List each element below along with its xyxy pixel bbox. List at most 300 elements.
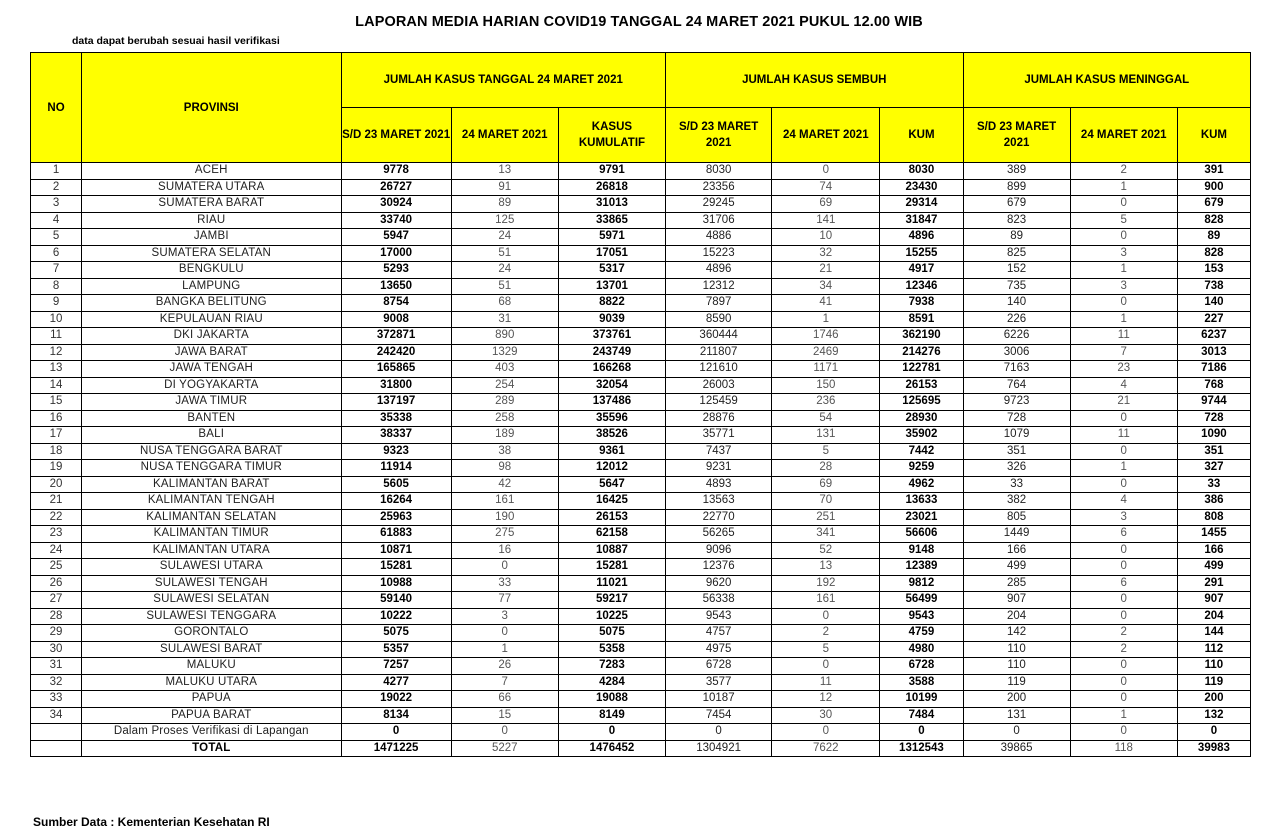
table-body [31,163,1251,757]
cell-kasus-kumulatif: 32054 [558,377,665,394]
cell-provinsi: RIAU [82,212,341,229]
cell-kasus-sd23: 10988 [341,575,451,592]
cell-sembuh-kum: 8591 [880,311,963,328]
table-row [31,526,1251,543]
cell-kasus-24: 13 [451,163,558,180]
cell-sembuh-kum: 125695 [880,394,963,411]
cell-meninggal-sd23: 39865 [963,740,1070,757]
cell-provinsi: PAPUA BARAT [82,707,341,724]
cell-kasus-kumulatif: 59217 [558,592,665,609]
cell-kasus-sd23: 0 [341,724,451,741]
cell-no: 3 [31,196,82,213]
cell-sembuh-kum: 26153 [880,377,963,394]
cell-kasus-24: 91 [451,179,558,196]
cell-meninggal-kum: 153 [1177,262,1250,279]
table-row [31,328,1251,345]
header-sembuh-24: 24 MARET 2021 [772,108,880,163]
cell-sembuh-kum: 4896 [880,229,963,246]
cell-meninggal-sd23: 389 [963,163,1070,180]
cell-sembuh-sd23: 9543 [666,608,772,625]
cell-kasus-kumulatif: 33865 [558,212,665,229]
cell-kasus-sd23: 17000 [341,245,451,262]
table-row [31,163,1251,180]
cell-kasus-kumulatif: 35596 [558,410,665,427]
cell-sembuh-sd23: 10187 [666,691,772,708]
cell-meninggal-kum: 679 [1177,196,1250,213]
cell-kasus-24: 51 [451,278,558,295]
cell-kasus-kumulatif: 12012 [558,460,665,477]
cell-kasus-kumulatif: 7283 [558,658,665,675]
cell-no: 27 [31,592,82,609]
cell-provinsi: SULAWESI SELATAN [82,592,341,609]
cell-provinsi: MALUKU UTARA [82,674,341,691]
cell-kasus-24: 190 [451,509,558,526]
cell-sembuh-kum: 56606 [880,526,963,543]
cell-no: 13 [31,361,82,378]
cell-meninggal-kum: 738 [1177,278,1250,295]
data-source: Sumber Data : Kementerian Kesehatan RI [33,815,270,829]
cell-meninggal-sd23: 9723 [963,394,1070,411]
cell-no: 28 [31,608,82,625]
cell-meninggal-24: 0 [1070,542,1177,559]
cell-kasus-kumulatif: 38526 [558,427,665,444]
cell-kasus-24: 77 [451,592,558,609]
cell-kasus-kumulatif: 5075 [558,625,665,642]
cell-kasus-kumulatif: 26153 [558,509,665,526]
cell-meninggal-24: 1 [1070,262,1177,279]
cell-sembuh-sd23: 9620 [666,575,772,592]
table-row [31,641,1251,658]
cell-meninggal-24: 2 [1070,163,1177,180]
cell-kasus-sd23: 16264 [341,493,451,510]
cell-meninggal-sd23: 33 [963,476,1070,493]
cell-no: 29 [31,625,82,642]
cell-sembuh-sd23: 121610 [666,361,772,378]
cell-kasus-kumulatif: 31013 [558,196,665,213]
cell-sembuh-kum: 9148 [880,542,963,559]
cell-provinsi: SULAWESI UTARA [82,559,341,576]
cell-meninggal-kum: 33 [1177,476,1250,493]
table-row [31,344,1251,361]
table-row [31,212,1251,229]
cell-kasus-24: 15 [451,707,558,724]
cell-sembuh-sd23: 15223 [666,245,772,262]
cell-sembuh-sd23: 4886 [666,229,772,246]
cell-kasus-kumulatif: 243749 [558,344,665,361]
table-row [31,460,1251,477]
cell-sembuh-24: 150 [772,377,880,394]
table-row [31,542,1251,559]
cell-sembuh-24: 341 [772,526,880,543]
cell-kasus-sd23: 31800 [341,377,451,394]
cell-kasus-sd23: 9008 [341,311,451,328]
cell-meninggal-sd23: 382 [963,493,1070,510]
cell-sembuh-24: 0 [772,658,880,675]
cell-meninggal-sd23: 326 [963,460,1070,477]
cell-meninggal-sd23: 89 [963,229,1070,246]
cell-sembuh-sd23: 12376 [666,559,772,576]
header-kasus-sd23: S/D 23 MARET 2021 [341,108,451,163]
cell-no: 15 [31,394,82,411]
cell-meninggal-sd23: 226 [963,311,1070,328]
cell-meninggal-sd23: 728 [963,410,1070,427]
cell-sembuh-24: 236 [772,394,880,411]
table-row [31,691,1251,708]
cell-sembuh-kum: 9543 [880,608,963,625]
cell-sembuh-24: 54 [772,410,880,427]
cell-meninggal-kum: 140 [1177,295,1250,312]
cell-sembuh-24: 34 [772,278,880,295]
cell-no: 20 [31,476,82,493]
cell-sembuh-24: 69 [772,476,880,493]
cell-provinsi: KEPULAUAN RIAU [82,311,341,328]
cell-sembuh-sd23: 7454 [666,707,772,724]
table-row [31,674,1251,691]
table-row [31,608,1251,625]
cell-kasus-24: 289 [451,394,558,411]
cell-kasus-24: 890 [451,328,558,345]
cell-meninggal-sd23: 3006 [963,344,1070,361]
cell-no: 1 [31,163,82,180]
cell-sembuh-sd23: 4893 [666,476,772,493]
cell-sembuh-kum: 56499 [880,592,963,609]
cell-kasus-kumulatif: 11021 [558,575,665,592]
cell-meninggal-24: 4 [1070,493,1177,510]
cell-provinsi: LAMPUNG [82,278,341,295]
cell-kasus-24: 161 [451,493,558,510]
cell-meninggal-24: 6 [1070,526,1177,543]
table-row [31,311,1251,328]
header-sembuh-kum: KUM [880,108,963,163]
cell-meninggal-kum: 200 [1177,691,1250,708]
cell-provinsi: KALIMANTAN SELATAN [82,509,341,526]
cell-sembuh-24: 74 [772,179,880,196]
cell-meninggal-24: 0 [1070,592,1177,609]
report-subtitle: data dapat berubah sesuai hasil verifikasi [72,35,280,47]
cell-meninggal-24: 3 [1070,245,1177,262]
cell-kasus-24: 0 [451,559,558,576]
cell-provinsi: SULAWESI TENGAH [82,575,341,592]
cell-meninggal-kum: 327 [1177,460,1250,477]
header-meninggal-sd23: S/D 23 MARET 2021 [963,108,1070,163]
cell-kasus-sd23: 19022 [341,691,451,708]
cell-meninggal-24: 11 [1070,427,1177,444]
cell-meninggal-sd23: 735 [963,278,1070,295]
cell-no: 23 [31,526,82,543]
cell-kasus-24: 3 [451,608,558,625]
cell-sembuh-kum: 7484 [880,707,963,724]
cell-sembuh-kum: 23021 [880,509,963,526]
cell-sembuh-24: 13 [772,559,880,576]
cell-meninggal-sd23: 110 [963,641,1070,658]
cell-meninggal-kum: 9744 [1177,394,1250,411]
cell-no: 34 [31,707,82,724]
cell-meninggal-kum: 1090 [1177,427,1250,444]
cell-sembuh-24: 0 [772,608,880,625]
table-row [31,559,1251,576]
cell-no [31,724,82,741]
cell-meninggal-sd23: 119 [963,674,1070,691]
cell-sembuh-24: 2469 [772,344,880,361]
cell-meninggal-sd23: 823 [963,212,1070,229]
cell-meninggal-24: 0 [1070,724,1177,741]
cell-meninggal-kum: 828 [1177,212,1250,229]
cell-meninggal-kum: 166 [1177,542,1250,559]
cell-sembuh-kum: 31847 [880,212,963,229]
cell-meninggal-sd23: 825 [963,245,1070,262]
cell-meninggal-sd23: 1079 [963,427,1070,444]
cell-sembuh-sd23: 56338 [666,592,772,609]
cell-kasus-kumulatif: 15281 [558,559,665,576]
cell-meninggal-24: 1 [1070,311,1177,328]
cell-kasus-sd23: 10871 [341,542,451,559]
cell-sembuh-kum: 35902 [880,427,963,444]
cell-meninggal-24: 4 [1070,377,1177,394]
cell-kasus-24: 403 [451,361,558,378]
cell-meninggal-24: 0 [1070,658,1177,675]
cell-sembuh-sd23: 0 [666,724,772,741]
table-row [31,493,1251,510]
cell-meninggal-24: 0 [1070,229,1177,246]
cell-meninggal-sd23: 0 [963,724,1070,741]
table-row [31,410,1251,427]
cell-no: 18 [31,443,82,460]
cell-meninggal-sd23: 131 [963,707,1070,724]
table-row [31,278,1251,295]
cell-no: 4 [31,212,82,229]
cell-sembuh-sd23: 3577 [666,674,772,691]
cell-kasus-24: 0 [451,724,558,741]
cell-meninggal-24: 1 [1070,707,1177,724]
cell-meninggal-sd23: 1449 [963,526,1070,543]
cell-meninggal-sd23: 351 [963,443,1070,460]
cell-sembuh-24: 1171 [772,361,880,378]
header-group-sembuh: JUMLAH KASUS SEMBUH [666,53,963,108]
cell-kasus-sd23: 5605 [341,476,451,493]
cell-meninggal-kum: 119 [1177,674,1250,691]
cell-meninggal-sd23: 166 [963,542,1070,559]
cell-meninggal-kum: 227 [1177,311,1250,328]
cell-no: 14 [31,377,82,394]
cell-meninggal-kum: 499 [1177,559,1250,576]
header-no: NO [31,53,82,163]
cell-sembuh-24: 21 [772,262,880,279]
cell-kasus-sd23: 33740 [341,212,451,229]
cell-meninggal-24: 0 [1070,295,1177,312]
cell-kasus-24: 189 [451,427,558,444]
cell-meninggal-sd23: 142 [963,625,1070,642]
cell-provinsi: JAWA TENGAH [82,361,341,378]
cell-provinsi: SUMATERA SELATAN [82,245,341,262]
cell-no: 17 [31,427,82,444]
cell-kasus-kumulatif: 9361 [558,443,665,460]
cell-provinsi: SULAWESI TENGGARA [82,608,341,625]
cell-kasus-sd23: 35338 [341,410,451,427]
cell-no: 8 [31,278,82,295]
cell-sembuh-24: 11 [772,674,880,691]
cell-provinsi: KALIMANTAN TENGAH [82,493,341,510]
cell-sembuh-kum: 122781 [880,361,963,378]
cell-no: 2 [31,179,82,196]
cell-meninggal-kum: 6237 [1177,328,1250,345]
cell-kasus-24: 51 [451,245,558,262]
cell-sembuh-sd23: 7437 [666,443,772,460]
cell-sembuh-sd23: 360444 [666,328,772,345]
cell-no: 33 [31,691,82,708]
cell-meninggal-kum: 900 [1177,179,1250,196]
cell-provinsi: BANGKA BELITUNG [82,295,341,312]
cell-no: 25 [31,559,82,576]
cell-no [31,740,82,757]
cell-provinsi: BENGKULU [82,262,341,279]
table-row [31,377,1251,394]
cell-meninggal-kum: 112 [1177,641,1250,658]
cell-kasus-kumulatif: 10225 [558,608,665,625]
cell-meninggal-24: 3 [1070,278,1177,295]
cell-meninggal-kum: 351 [1177,443,1250,460]
cell-kasus-24: 42 [451,476,558,493]
cell-kasus-kumulatif: 8822 [558,295,665,312]
cell-no: 16 [31,410,82,427]
cell-sembuh-kum: 4759 [880,625,963,642]
cell-provinsi: SUMATERA UTARA [82,179,341,196]
cell-kasus-kumulatif: 9791 [558,163,665,180]
cell-kasus-kumulatif: 5647 [558,476,665,493]
cell-kasus-24: 5227 [451,740,558,757]
table-row [31,295,1251,312]
cell-sembuh-sd23: 12312 [666,278,772,295]
cell-provinsi: NUSA TENGGARA BARAT [82,443,341,460]
cell-no: 9 [31,295,82,312]
cell-meninggal-24: 11 [1070,328,1177,345]
cell-meninggal-kum: 7186 [1177,361,1250,378]
table-row [31,229,1251,246]
table-row [31,707,1251,724]
cell-sembuh-24: 5 [772,641,880,658]
cell-kasus-sd23: 8134 [341,707,451,724]
cell-meninggal-kum: 1455 [1177,526,1250,543]
cell-meninggal-24: 5 [1070,212,1177,229]
cell-sembuh-kum: 1312543 [880,740,963,757]
cell-no: 11 [31,328,82,345]
cell-sembuh-sd23: 26003 [666,377,772,394]
cell-meninggal-24: 0 [1070,559,1177,576]
cell-meninggal-sd23: 805 [963,509,1070,526]
cell-kasus-sd23: 1471225 [341,740,451,757]
cell-kasus-sd23: 15281 [341,559,451,576]
cell-sembuh-sd23: 9096 [666,542,772,559]
cell-no: 12 [31,344,82,361]
cell-sembuh-sd23: 13563 [666,493,772,510]
cell-kasus-kumulatif: 5317 [558,262,665,279]
cell-kasus-24: 24 [451,262,558,279]
cell-kasus-sd23: 137197 [341,394,451,411]
cell-meninggal-kum: 89 [1177,229,1250,246]
cell-sembuh-kum: 29314 [880,196,963,213]
cell-sembuh-sd23: 1304921 [666,740,772,757]
cell-sembuh-sd23: 4975 [666,641,772,658]
cell-sembuh-24: 12 [772,691,880,708]
cell-kasus-kumulatif: 9039 [558,311,665,328]
report-title: LAPORAN MEDIA HARIAN COVID19 TANGGAL 24 MARET 2021 PUKUL 12.00 WIB [355,14,923,30]
cell-meninggal-sd23: 764 [963,377,1070,394]
cell-no: 32 [31,674,82,691]
cell-no: 21 [31,493,82,510]
cell-sembuh-sd23: 35771 [666,427,772,444]
cell-kasus-kumulatif: 166268 [558,361,665,378]
table-row [31,509,1251,526]
header-kasus-24: 24 MARET 2021 [451,108,558,163]
cell-kasus-kumulatif: 4284 [558,674,665,691]
cell-sembuh-kum: 10199 [880,691,963,708]
cell-kasus-24: 38 [451,443,558,460]
cell-sembuh-kum: 0 [880,724,963,741]
cell-sembuh-sd23: 8030 [666,163,772,180]
cell-meninggal-24: 118 [1070,740,1177,757]
cell-sembuh-kum: 9812 [880,575,963,592]
cell-provinsi: KALIMANTAN TIMUR [82,526,341,543]
cell-provinsi: JAMBI [82,229,341,246]
cell-sembuh-sd23: 56265 [666,526,772,543]
cell-meninggal-kum: 386 [1177,493,1250,510]
cell-kasus-sd23: 5293 [341,262,451,279]
header-group-kasus: JUMLAH KASUS TANGGAL 24 MARET 2021 [341,53,666,108]
cell-meninggal-sd23: 200 [963,691,1070,708]
cell-kasus-24: 68 [451,295,558,312]
header-row-groups [31,53,1251,108]
table-row [31,245,1251,262]
cell-meninggal-sd23: 499 [963,559,1070,576]
cell-kasus-24: 1329 [451,344,558,361]
table-row [31,592,1251,609]
cell-kasus-sd23: 5357 [341,641,451,658]
cell-kasus-kumulatif: 0 [558,724,665,741]
cell-provinsi: NUSA TENGGARA TIMUR [82,460,341,477]
cell-sembuh-sd23: 29245 [666,196,772,213]
cell-sembuh-24: 251 [772,509,880,526]
table-row [31,394,1251,411]
cell-no: 19 [31,460,82,477]
header-meninggal-kum: KUM [1177,108,1250,163]
cell-sembuh-kum: 28930 [880,410,963,427]
table-row [31,724,1251,741]
cell-meninggal-24: 2 [1070,641,1177,658]
cell-meninggal-kum: 907 [1177,592,1250,609]
cell-kasus-sd23: 61883 [341,526,451,543]
cell-sembuh-24: 141 [772,212,880,229]
cell-meninggal-kum: 204 [1177,608,1250,625]
cell-kasus-24: 66 [451,691,558,708]
cell-sembuh-sd23: 8590 [666,311,772,328]
cell-meninggal-sd23: 285 [963,575,1070,592]
cell-kasus-24: 26 [451,658,558,675]
table-row [31,427,1251,444]
cell-meninggal-24: 1 [1070,179,1177,196]
cell-provinsi: TOTAL [82,740,341,757]
cell-no: 10 [31,311,82,328]
cell-kasus-kumulatif: 10887 [558,542,665,559]
covid-report-table [30,52,1251,757]
cell-sembuh-24: 52 [772,542,880,559]
cell-kasus-24: 89 [451,196,558,213]
cell-meninggal-sd23: 110 [963,658,1070,675]
cell-kasus-24: 16 [451,542,558,559]
cell-provinsi: PAPUA [82,691,341,708]
cell-meninggal-sd23: 204 [963,608,1070,625]
table-row [31,658,1251,675]
table-row [31,476,1251,493]
cell-no: 24 [31,542,82,559]
